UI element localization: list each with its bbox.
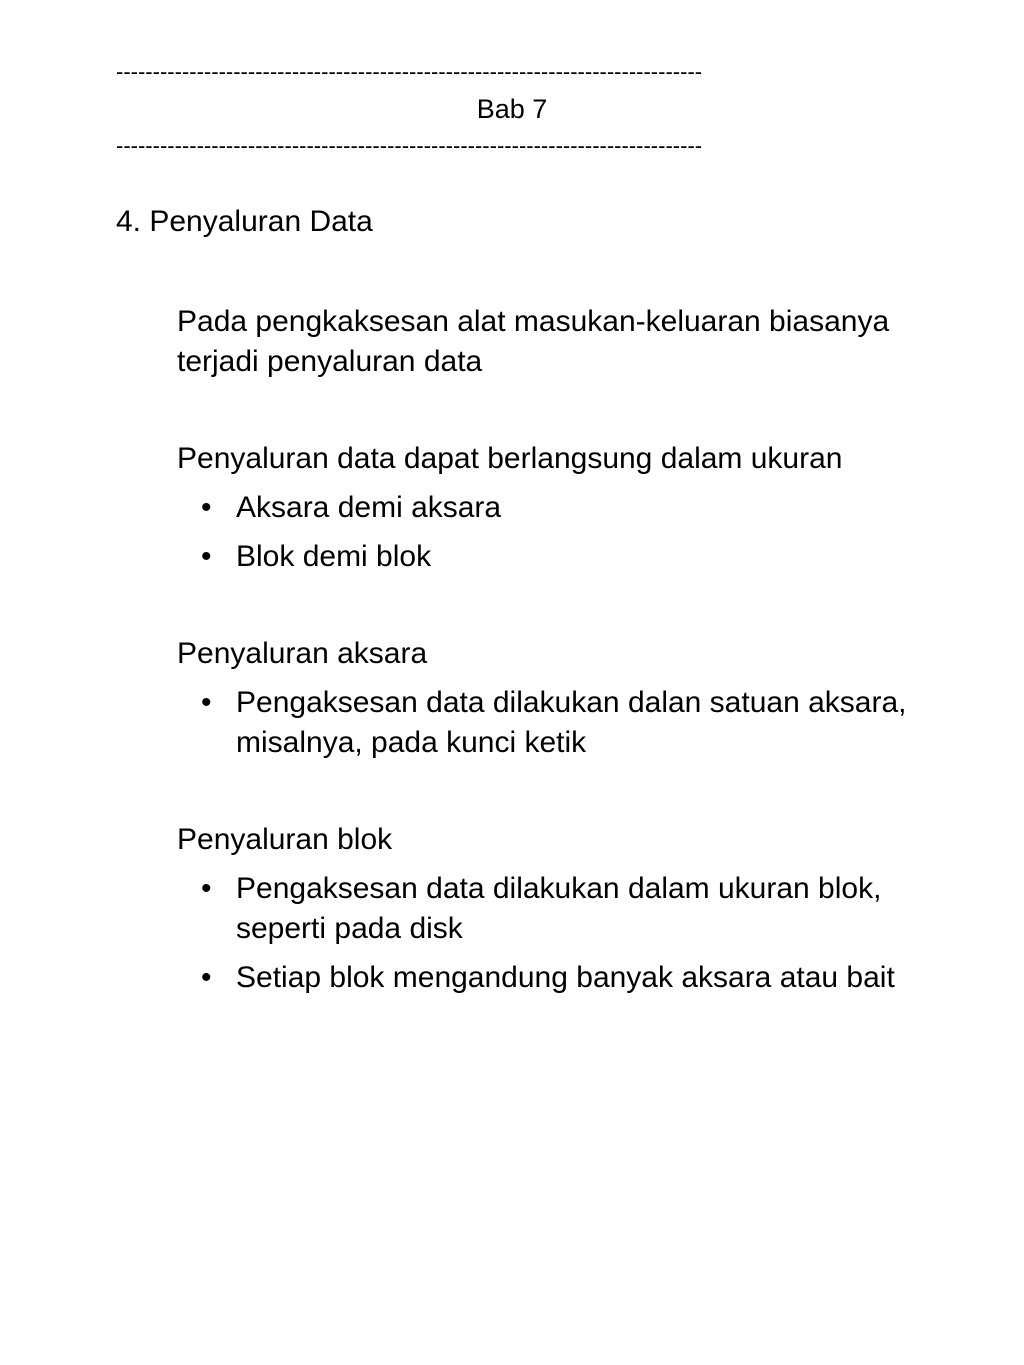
bullet-icon: • [201,686,212,719]
block-transfer-size [177,439,957,577]
list-item-text: Aksara demi aksara [236,491,502,524]
list-item [177,488,957,528]
block-block-transfer [177,820,957,998]
bullet-icon: • [201,961,212,994]
header-rule-top: -------------------------------------------------------------------------------- [116,60,703,84]
bullet-icon: • [201,872,212,905]
section-title: 4. Penyaluran Data [116,205,373,238]
list-item-text: Setiap blok mengandung banyak aksara atau bait [236,961,895,994]
block-text: Penyaluran aksara [177,637,428,670]
bullet-list [177,683,957,763]
bullet-icon: • [201,491,212,524]
block-text: Pada pengkaksesan alat masukan-keluaran biasanya terjadi penyaluran data [177,305,890,378]
block-character-transfer [177,634,957,763]
list-item-text: Pengaksesan data dilakukan dalan satuan aksara, misalnya, pada kunci ketik [236,686,907,759]
list-item [177,958,957,998]
bullet-list [177,869,957,998]
bullet-list [177,488,957,577]
list-item-text: Pengaksesan data dilakukan dalam ukuran blok, seperti pada disk [236,872,882,945]
block-io-access [177,302,957,382]
chapter-label: Bab 7 [476,94,548,124]
list-item [177,869,957,949]
header-rule-bottom: -------------------------------------------------------------------------------- [116,134,703,158]
list-item [177,537,957,577]
list-item [177,683,957,763]
block-text: Penyaluran data dapat berlangsung dalam ukuran [177,442,843,475]
list-item-text: Blok demi blok [236,540,432,573]
section-body [177,302,957,998]
bullet-icon: • [201,540,212,573]
block-text: Penyaluran blok [177,823,393,856]
